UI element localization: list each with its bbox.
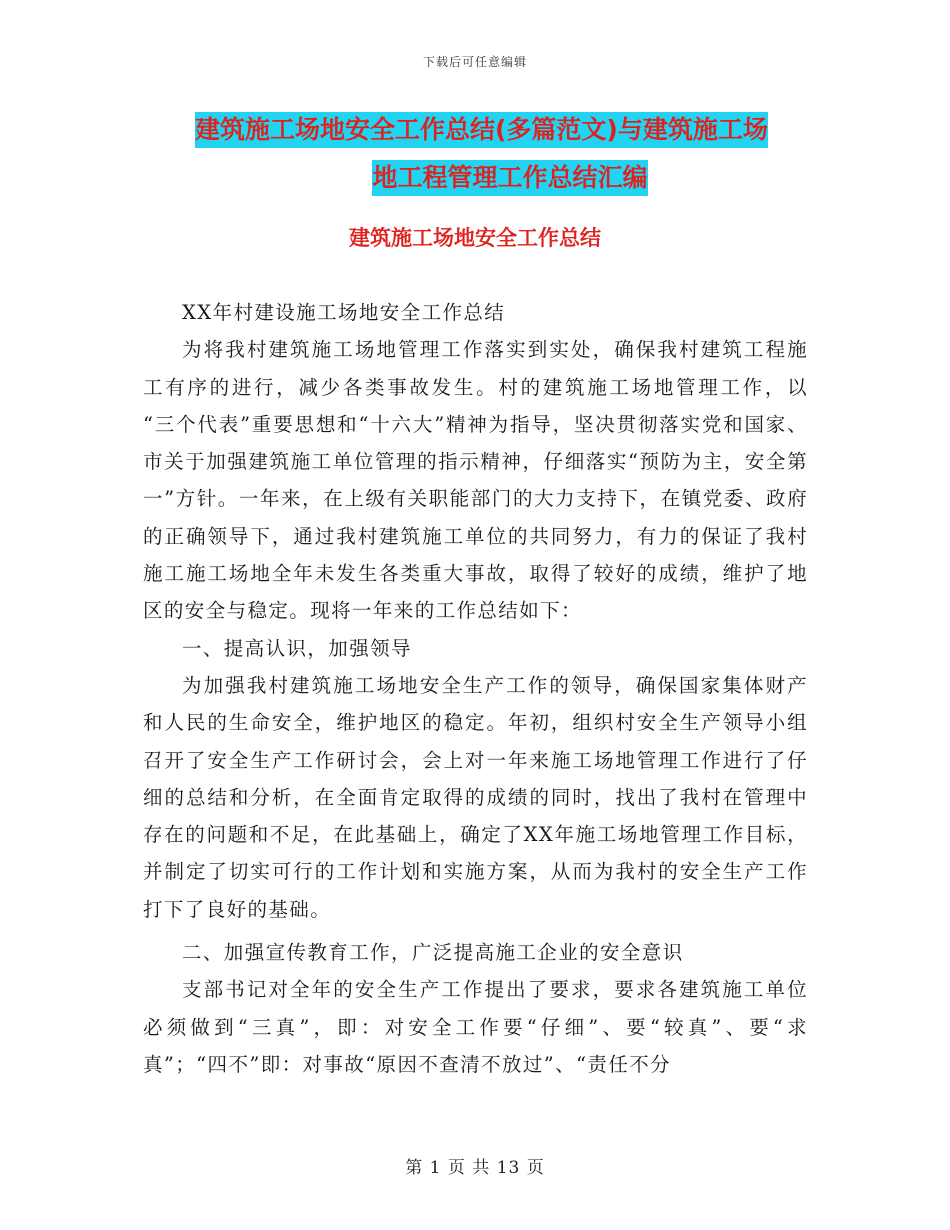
document-title-line-2 bbox=[150, 154, 840, 202]
heading-two: 二、加强宣传教育工作，广泛提高施工企业的安全意识 bbox=[182, 941, 684, 965]
paragraph-subtitle: XX年村建设施工场地安全工作总结 bbox=[182, 301, 506, 324]
paragraph-one: 为加强我村建筑施工场地安全生产工作的领导，确保国家集体财产和人民的生命安全，维护地区的稳定。年初，组织村安全生产领导小组召开了安全生产工作研讨会，会上对一年来施工场地管理工作进行了仔细的总结和分析，在全面肯定取得的成绩的同时，找出了我村在管理中存在的问题和不足，在此基础上，确定了XX年施工场地管理工作目标，并制定了切实可行的工作计划和实施方案，从而为我村的安全生产工作打下了良好的基础。 bbox=[143, 673, 808, 921]
paragraph-intro: 为将我村建筑施工场地管理工作落实到实处，确保我村建筑工程施工有序的进行，减少各类事故发生。村的建筑施工场地管理工作，以 “三个代表”重要思想和“十六大”精神为指导，坚决贯彻落实党和国家、市关于加强建筑施工单位管理的指示精神，仔细落实“预防为主，安全第一”方针。一年来，在上级有关职能部门的大力支持下，在镇党委、政府的正确领导下，通过我村建筑施工单位的共同努力，有力的保证了我村施工施工场地全年未发生各类重大事故，取得了较好的成绩，维护了地区的安全与稳定。现将一年来的工作总结如下： bbox=[143, 338, 808, 623]
document-body bbox=[143, 294, 808, 1083]
header-note: 下载后可任意编辑 bbox=[422, 55, 527, 69]
document-title-line-1 bbox=[150, 106, 840, 154]
document-title bbox=[150, 106, 840, 202]
paragraph-two: 支部书记对全年的安全生产工作提出了要求，要求各建筑施工单位必须做到“三真”，即：对安全工作要“仔细”、要“较真”、要“求真”；“四不”即：对事故“原因不查清不放过”、“责任不分 bbox=[143, 978, 808, 1076]
title-highlight-2: 地工程管理工作总结汇编 bbox=[372, 160, 647, 196]
title-highlight-1: 建筑施工场地安全工作总结(多篇范文)与建筑施工场 bbox=[195, 112, 768, 148]
heading-one: 一、提高认识，加强领导 bbox=[182, 636, 412, 660]
page-footer: 第 1 页 共 13 页 bbox=[405, 1158, 545, 1178]
section-title: 建筑施工场地安全工作总结 bbox=[349, 226, 601, 250]
